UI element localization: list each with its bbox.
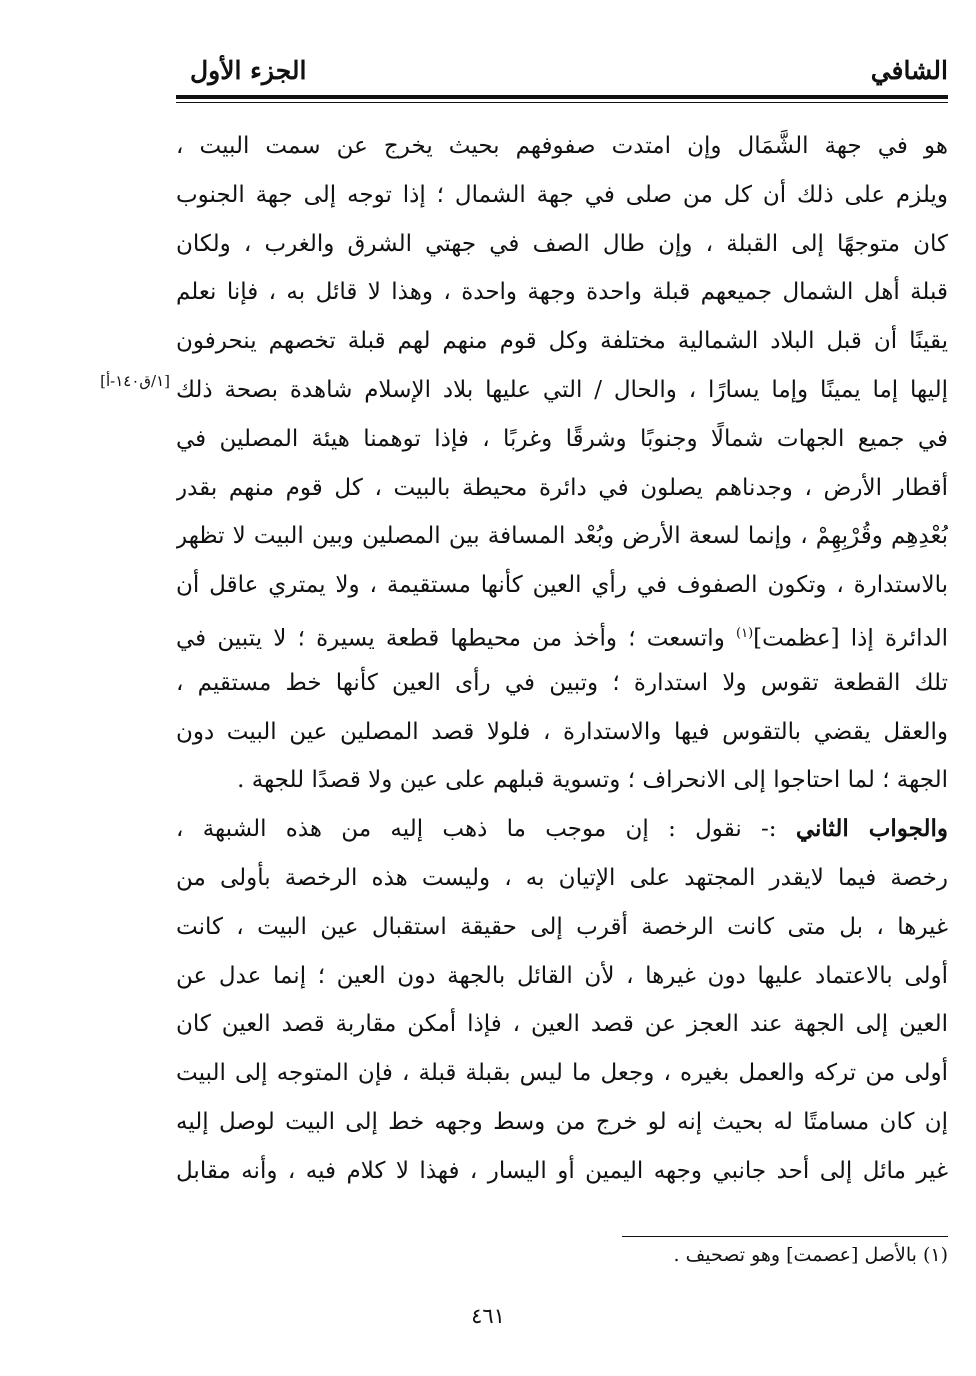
text-line-second-answer <box>176 805 948 854</box>
header-rule <box>176 95 948 99</box>
header-rule-thin <box>176 102 948 103</box>
page-number: ٤٦١ <box>471 1304 505 1328</box>
section-lead: والجواب الثاني <box>795 815 948 843</box>
footnote: (١) بالأصل [عصمت] وهو تصحيف . <box>673 1244 948 1266</box>
text-line: في جميع الجهات شمالًا وجنوبًا وشرقًا وغربًا ، فإذا توهمنا هيئة المصلين في <box>176 425 948 452</box>
main-text <box>176 122 948 1196</box>
text-line: رخصة فيما لايقدر المجتهد على الإتيان به ، وليست هذه الرخصة بأولى من <box>176 864 948 891</box>
text-line: الجهة ؛ لما احتاجوا إلى الانحراف ؛ وتسوية قبلهم على عين ولا قصدًا للجهة . <box>237 767 948 794</box>
text-line: كان متوجهًا إلى القبلة ، وإن طال الصف في جهتي الشرق والغرب ، ولكان <box>176 230 948 257</box>
text-line: ويلزم على ذلك أن كل من صلى في جهة الشمال ؛ إذا توجه إلى جهة الجنوب <box>176 181 948 208</box>
text-line: إن كان مسامتًا له بحيث إنه لو خرج من وسط وجهه خط إلى البيت لوصل إليه <box>176 1108 948 1135</box>
text-line: هو في جهة الشَّمَال وإن امتدت صفوفهم بحيث يخرج عن سمت البيت ، <box>176 133 948 159</box>
text-line-with-footnote <box>176 610 948 659</box>
text-line: يقينًا أن قبل البلاد الشمالية مختلفة وكل قوم منهم لهم قبلة تخصهم ينحرفون <box>176 328 948 355</box>
running-header <box>176 50 948 94</box>
text-line: بُعْدِهِم وقُرْبِهِمْ ، وإنما لسعة الأرض وبُعْد المسافة بين المصلين وبين البيت لا تظهر <box>176 523 948 550</box>
text-line: قبلة أهل الشمال جميعهم قبلة واحدة وجهة واحدة ، وهذا لا قائل به ، فإنا نعلم <box>176 279 948 306</box>
text-line: تلك القطعة تقوس ولا استدارة ؛ وتبين في رأى العين كأنها خط مستقيم ، <box>176 669 948 696</box>
text-fragment: واتسعت ؛ وأخذ من محيطها قطعة يسيرة ؛ لا يتبين في <box>176 625 736 652</box>
text-line: غيرها ، بل متى كانت الرخصة أقرب إلى حقيقة استقبال عين البيت ، كانت <box>176 913 948 940</box>
text-line: أولى من تركه والعمل بغيره ، وجعل ما ليس بقبلة قبلة ، فإن المتوجه إلى البيت <box>176 1060 948 1087</box>
text-fragment: :- نقول : إن موجب ما ذهب إليه من هذه الشبهة ، <box>176 816 796 843</box>
text-line: بالاستدارة ، وتكون الصفوف في رأي العين كأنها مستقيمة ، ولا يمتري عاقل أن <box>176 572 948 599</box>
manuscript-folio-note: [١/ق١٤٠-أ] <box>100 372 170 390</box>
text-line: إليها إما يمينًا وإما يسارًا ، والحال / التي عليها بلاد الإسلام شاهدة بصحة ذلك <box>176 376 948 403</box>
book-title: الشافي <box>870 56 948 85</box>
text-line: غير مائل إلى أحد جانبي وجهه اليمين أو اليسار ، فهذا لا كلام فيه ، وأنه مقابل <box>176 1157 948 1184</box>
volume-label: الجزء الأول <box>190 56 307 85</box>
text-line: أقطار الأرض ، وجدناهم يصلون في دائرة محيطة بالبيت ، كل قوم منهم بقدر <box>176 474 948 501</box>
footnote-reference: (١) <box>736 625 754 641</box>
text-line: والعقل يقضي بالتقوس فيها والاستدارة ، فلولا قصد المصلين عين البيت دون <box>176 718 948 745</box>
text-fragment: الدائرة إذا [عظمت] <box>753 625 948 652</box>
text-line: العين إلى الجهة عند العجز عن قصد العين ، فإذا أمكن مقاربة قصد العين كان <box>176 1011 948 1038</box>
footnote-rule <box>622 1236 948 1237</box>
text-line: أولى بالاعتماد عليها دون غيرها ، لأن القائل بالجهة دون العين ؛ إنما عدل عن <box>176 962 948 989</box>
